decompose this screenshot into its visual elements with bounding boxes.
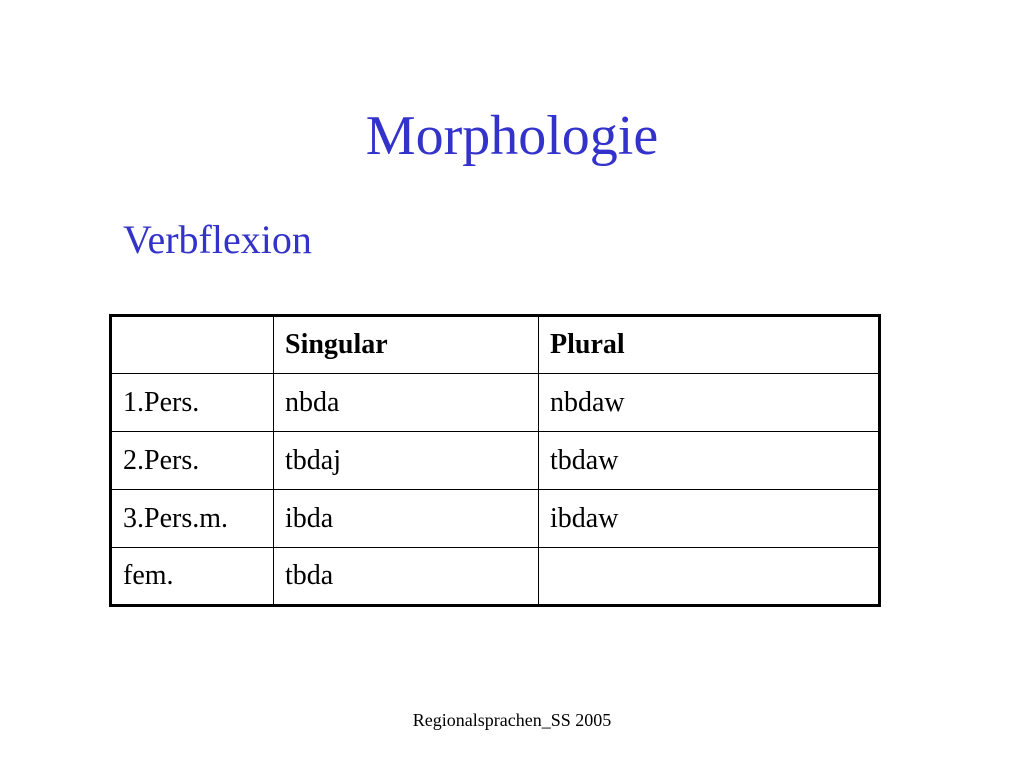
slide-title: Morphologie (365, 105, 659, 167)
row-label-cell: 3.Pers.m. (111, 490, 274, 548)
header-cell-plural: Plural (539, 316, 880, 374)
singular-cell: tbdaj (274, 432, 539, 490)
table-row (111, 374, 880, 432)
slide-footer: Regionalsprachen_SS 2005 (412, 710, 612, 730)
section-subtitle: Verbflexion (123, 217, 312, 262)
verb-inflection-table (109, 314, 881, 607)
header-cell-singular: Singular (274, 316, 539, 374)
singular-cell: ibda (274, 490, 539, 548)
plural-cell (539, 548, 880, 606)
singular-cell: nbda (274, 374, 539, 432)
plural-cell: ibdaw (539, 490, 880, 548)
row-label-cell: fem. (111, 548, 274, 606)
singular-cell: tbda (274, 548, 539, 606)
header-cell-empty (111, 316, 274, 374)
table-row (111, 490, 880, 548)
plural-cell: nbdaw (539, 374, 880, 432)
table-row (111, 432, 880, 490)
table-row (111, 548, 880, 606)
row-label-cell: 2.Pers. (111, 432, 274, 490)
row-label-cell: 1.Pers. (111, 374, 274, 432)
table-header-row (111, 316, 880, 374)
plural-cell: tbdaw (539, 432, 880, 490)
